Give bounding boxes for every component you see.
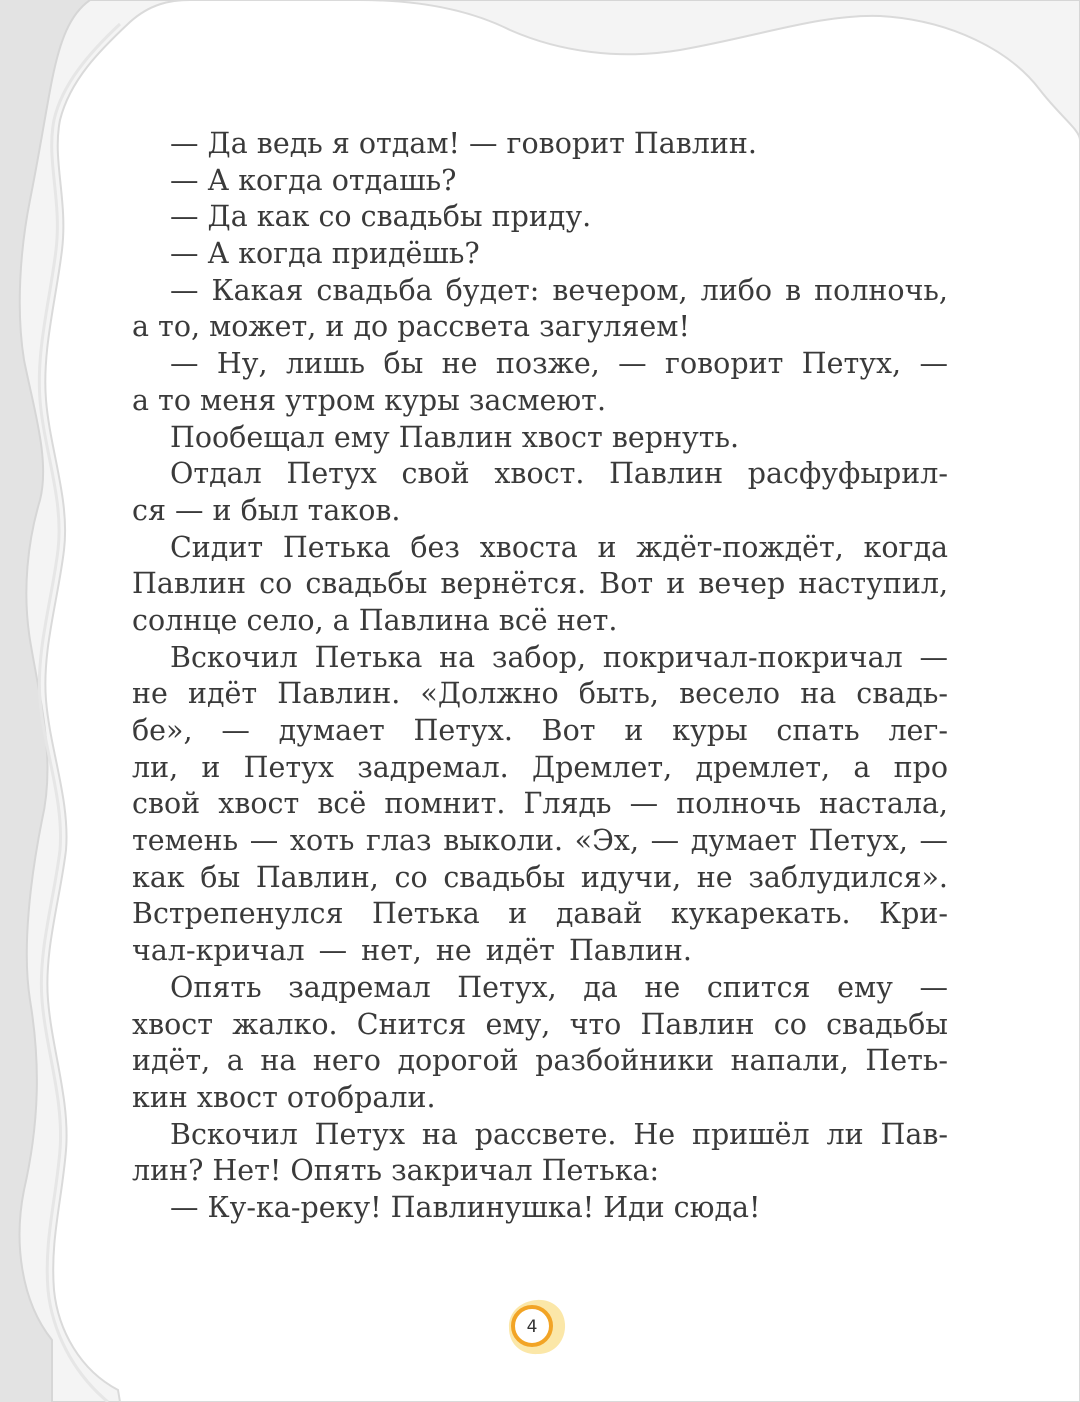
story-line: ли, и Петух задремал. Дремлет, дремлет, а про: [132, 750, 948, 784]
story-line: — А когда придёшь?: [170, 237, 480, 271]
story-line: чал-кричал — нет, не идёт Павлин.: [132, 934, 692, 968]
story-line: как бы Павлин, со свадьбы идучи, не заблудился».: [132, 860, 948, 894]
story-line: Опять задремал Петух, да не спится ему —: [170, 970, 948, 1004]
story-line: — Да как со свадьбы приду.: [170, 200, 592, 234]
story-line: кин хвост отобрали.: [132, 1080, 436, 1114]
story-line: Павлин со свадьбы вернётся. Вот и вечер наступил,: [132, 567, 948, 601]
story-line: а то меня утром куры засмеют.: [132, 383, 607, 417]
story-line: лин? Нет! Опять закричал Петька:: [132, 1154, 660, 1188]
story-line: — А когда отдашь?: [170, 163, 457, 197]
story-line: Отдал Петух свой хвост. Павлин расфуфырил-: [170, 457, 948, 491]
story-line: — Ну, лишь бы не позже, — говорит Петух, —: [170, 347, 948, 381]
story-line: ся — и был таков.: [132, 493, 401, 527]
story-line: — Ку-ка-реку! Павлинушка! Иди сюда!: [170, 1190, 761, 1224]
story-line: — Какая свадьба будет: вечером, либо в полночь,: [170, 273, 948, 307]
story-line: Сидит Петька без хвоста и ждёт-пождёт, когда: [170, 530, 948, 564]
story-line: идёт, а на него дорогой разбойники напали, Петь-: [132, 1044, 948, 1078]
story-line: темень — хоть глаз выколи. «Эх, — думает Петух, —: [132, 824, 948, 858]
story-line: Вскочил Петька на забор, покричал-покричал —: [170, 640, 948, 674]
story-line: а то, может, и до рассвета загуляем!: [132, 310, 690, 344]
story-line: — Да ведь я отдам! — говорит Павлин.: [170, 127, 757, 160]
story-text: [132, 126, 948, 1227]
story-line: свой хвост всё помнит. Глядь — полночь настала,: [132, 787, 948, 821]
story-line: Вскочил Петух на рассвете. Не пришёл ли Пав-: [170, 1117, 948, 1151]
story-line: Встрепенулся Петька и давай кукарекать. Кри-: [132, 897, 948, 931]
story-line: хвост жалко. Снится ему, что Павлин со свадьбы: [132, 1007, 948, 1041]
story-line: бе», — думает Петух. Вот и куры спать лег-: [132, 714, 948, 747]
story-line: Пообещал ему Павлин хвост вернуть.: [170, 420, 740, 454]
story-line: солнце село, а Павлина всё нет.: [132, 603, 618, 637]
page-number: 4: [526, 1317, 538, 1337]
story-line: не идёт Павлин. «Должно быть, весело на свадь-: [132, 677, 948, 711]
